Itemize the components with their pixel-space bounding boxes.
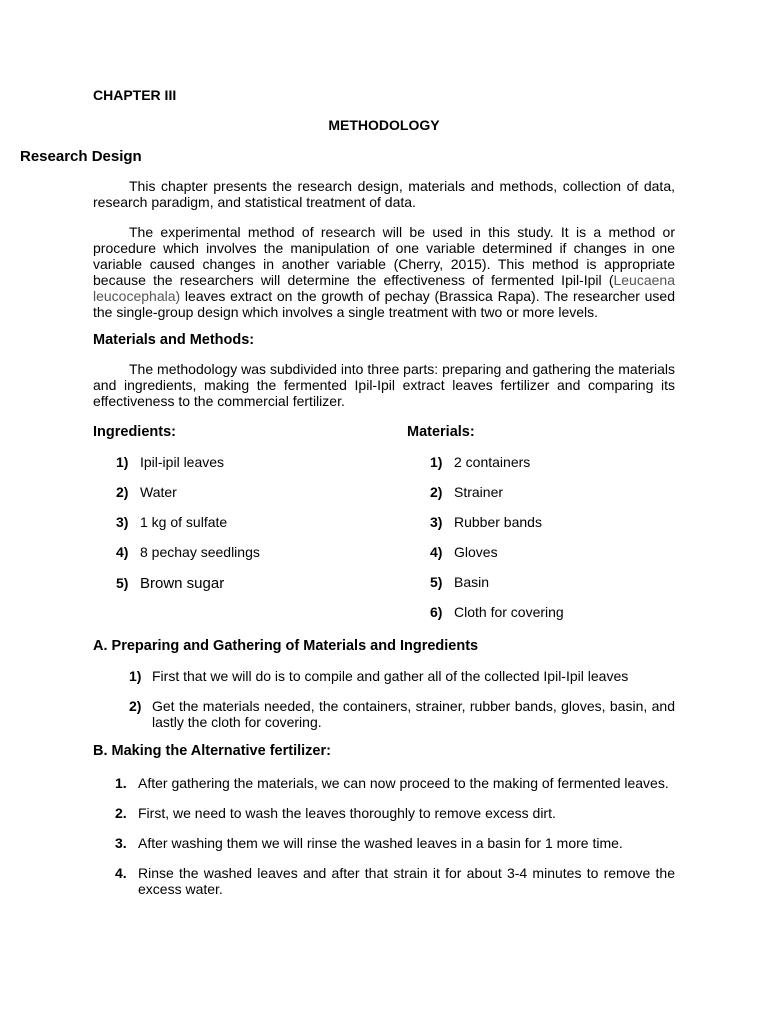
research-design-paragraph-1: This chapter presents the research design, materials and methods, collection of data, research paradigm, and statistical treatment of data. — [93, 178, 675, 210]
list-item: 3. After washing them we will rinse the washed leaves in a basin for 1 more time. — [115, 835, 623, 851]
materials-methods-heading: Materials and Methods: — [93, 332, 255, 348]
document-page: CHAPTER III METHODOLOGY Research Design This chapter presents the research design, materials and methods, collection of data, research paradigm, and statistical treatment of data. The experimental method of research will be used in this study. It is a method or procedure which involves the manipulation of one variable determined if changes in one variable caused changes in another variable (Cherry, 2015). This method is appropriate because the researchers will determine the effectiveness of fermented Ipil-Ipil (Leucaena leucocephala) leaves extract on the growth of pechay (Brassica Rapa). The researcher used the single-group design which involves a single treatment with two or more levels. Materials and Methods: The methodology was subdivided into three parts: preparing and gathering the materials and ingredients, making the fermented Ipil-Ipil extract leaves fertilizer and comparing its effectiveness to the commercial fertilizer. Ingredients: Materials: 1) Ipil-ipil leaves 2) Water 3) 1 kg of sulfate 4) 8 pechay seedlings 5) Brown sugar 1) 2 containers 2) Strainer 3) Rubber bands 4) Gloves 5) Basin 6) Cloth for covering A. Preparing and Gathering of Materials and Ingredients 1) First that we will do is to compile and gather all of the collected Ipil-Ipil leaves 2) Get the materials needed, the containers, strainer, rubber bands, gloves, basin, and lastly the cloth for covering. B. Making the Alternative fertilizer: 1. After gathering the materials, we can now proceed to the making of fermented leaves. 2. First, we need to wash the leaves thoroughly to remove excess dirt. 3. After washing them we will rinse the washed leaves in a basin for 1 more time. 4. Rinse the washed leaves and after that strain it for about 3-4 minutes to remove the excess water. — [0, 0, 768, 1024]
ingredients-heading: Ingredients: — [93, 424, 176, 440]
scientific-name: Leucaena leucocephala) — [93, 272, 675, 304]
list-item: 1) First that we will do is to compile and gather all of the collected Ipil-Ipil leaves — [129, 668, 629, 684]
materials-heading: Materials: — [407, 424, 475, 440]
section-b-heading: B. Making the Alternative fertilizer: — [93, 743, 331, 759]
list-item: 4. Rinse the washed leaves and after that strain it for about 3-4 minutes to remove the excess water. — [115, 865, 675, 897]
page-title: METHODOLOGY — [328, 117, 440, 133]
chapter-label: CHAPTER III — [93, 87, 177, 103]
section-a-heading: A. Preparing and Gathering of Materials and Ingredients — [93, 638, 479, 654]
research-design-heading: Research Design — [20, 148, 142, 165]
list-item: 2. First, we need to wash the leaves thoroughly to remove excess dirt. — [115, 805, 556, 821]
research-design-paragraph-2: The experimental method of research will be used in this study. It is a method or procedure which involves the manipulation of one variable determined if changes in one variable caused changes in another variable (Cherry, 2015). This method is appropriate because the researchers will determine the effectiveness of fermented Ipil-Ipil (Leucaena leucocephala) leaves extract on the growth of pechay (Brassica Rapa). The researcher used the single-group design which involves a single treatment with two or more levels. — [93, 224, 675, 320]
list-item: 1. After gathering the materials, we can now proceed to the making of fermented leaves. — [115, 775, 669, 791]
list-item: 2) Get the materials needed, the containers, strainer, rubber bands, gloves, basin, and lastly the cloth for covering. — [129, 698, 675, 730]
materials-methods-paragraph: The methodology was subdivided into three parts: preparing and gathering the materials and ingredients, making the fermented Ipil-Ipil extract leaves fertilizer and comparing its effectiveness to the commercial fertilizer. — [93, 361, 675, 409]
